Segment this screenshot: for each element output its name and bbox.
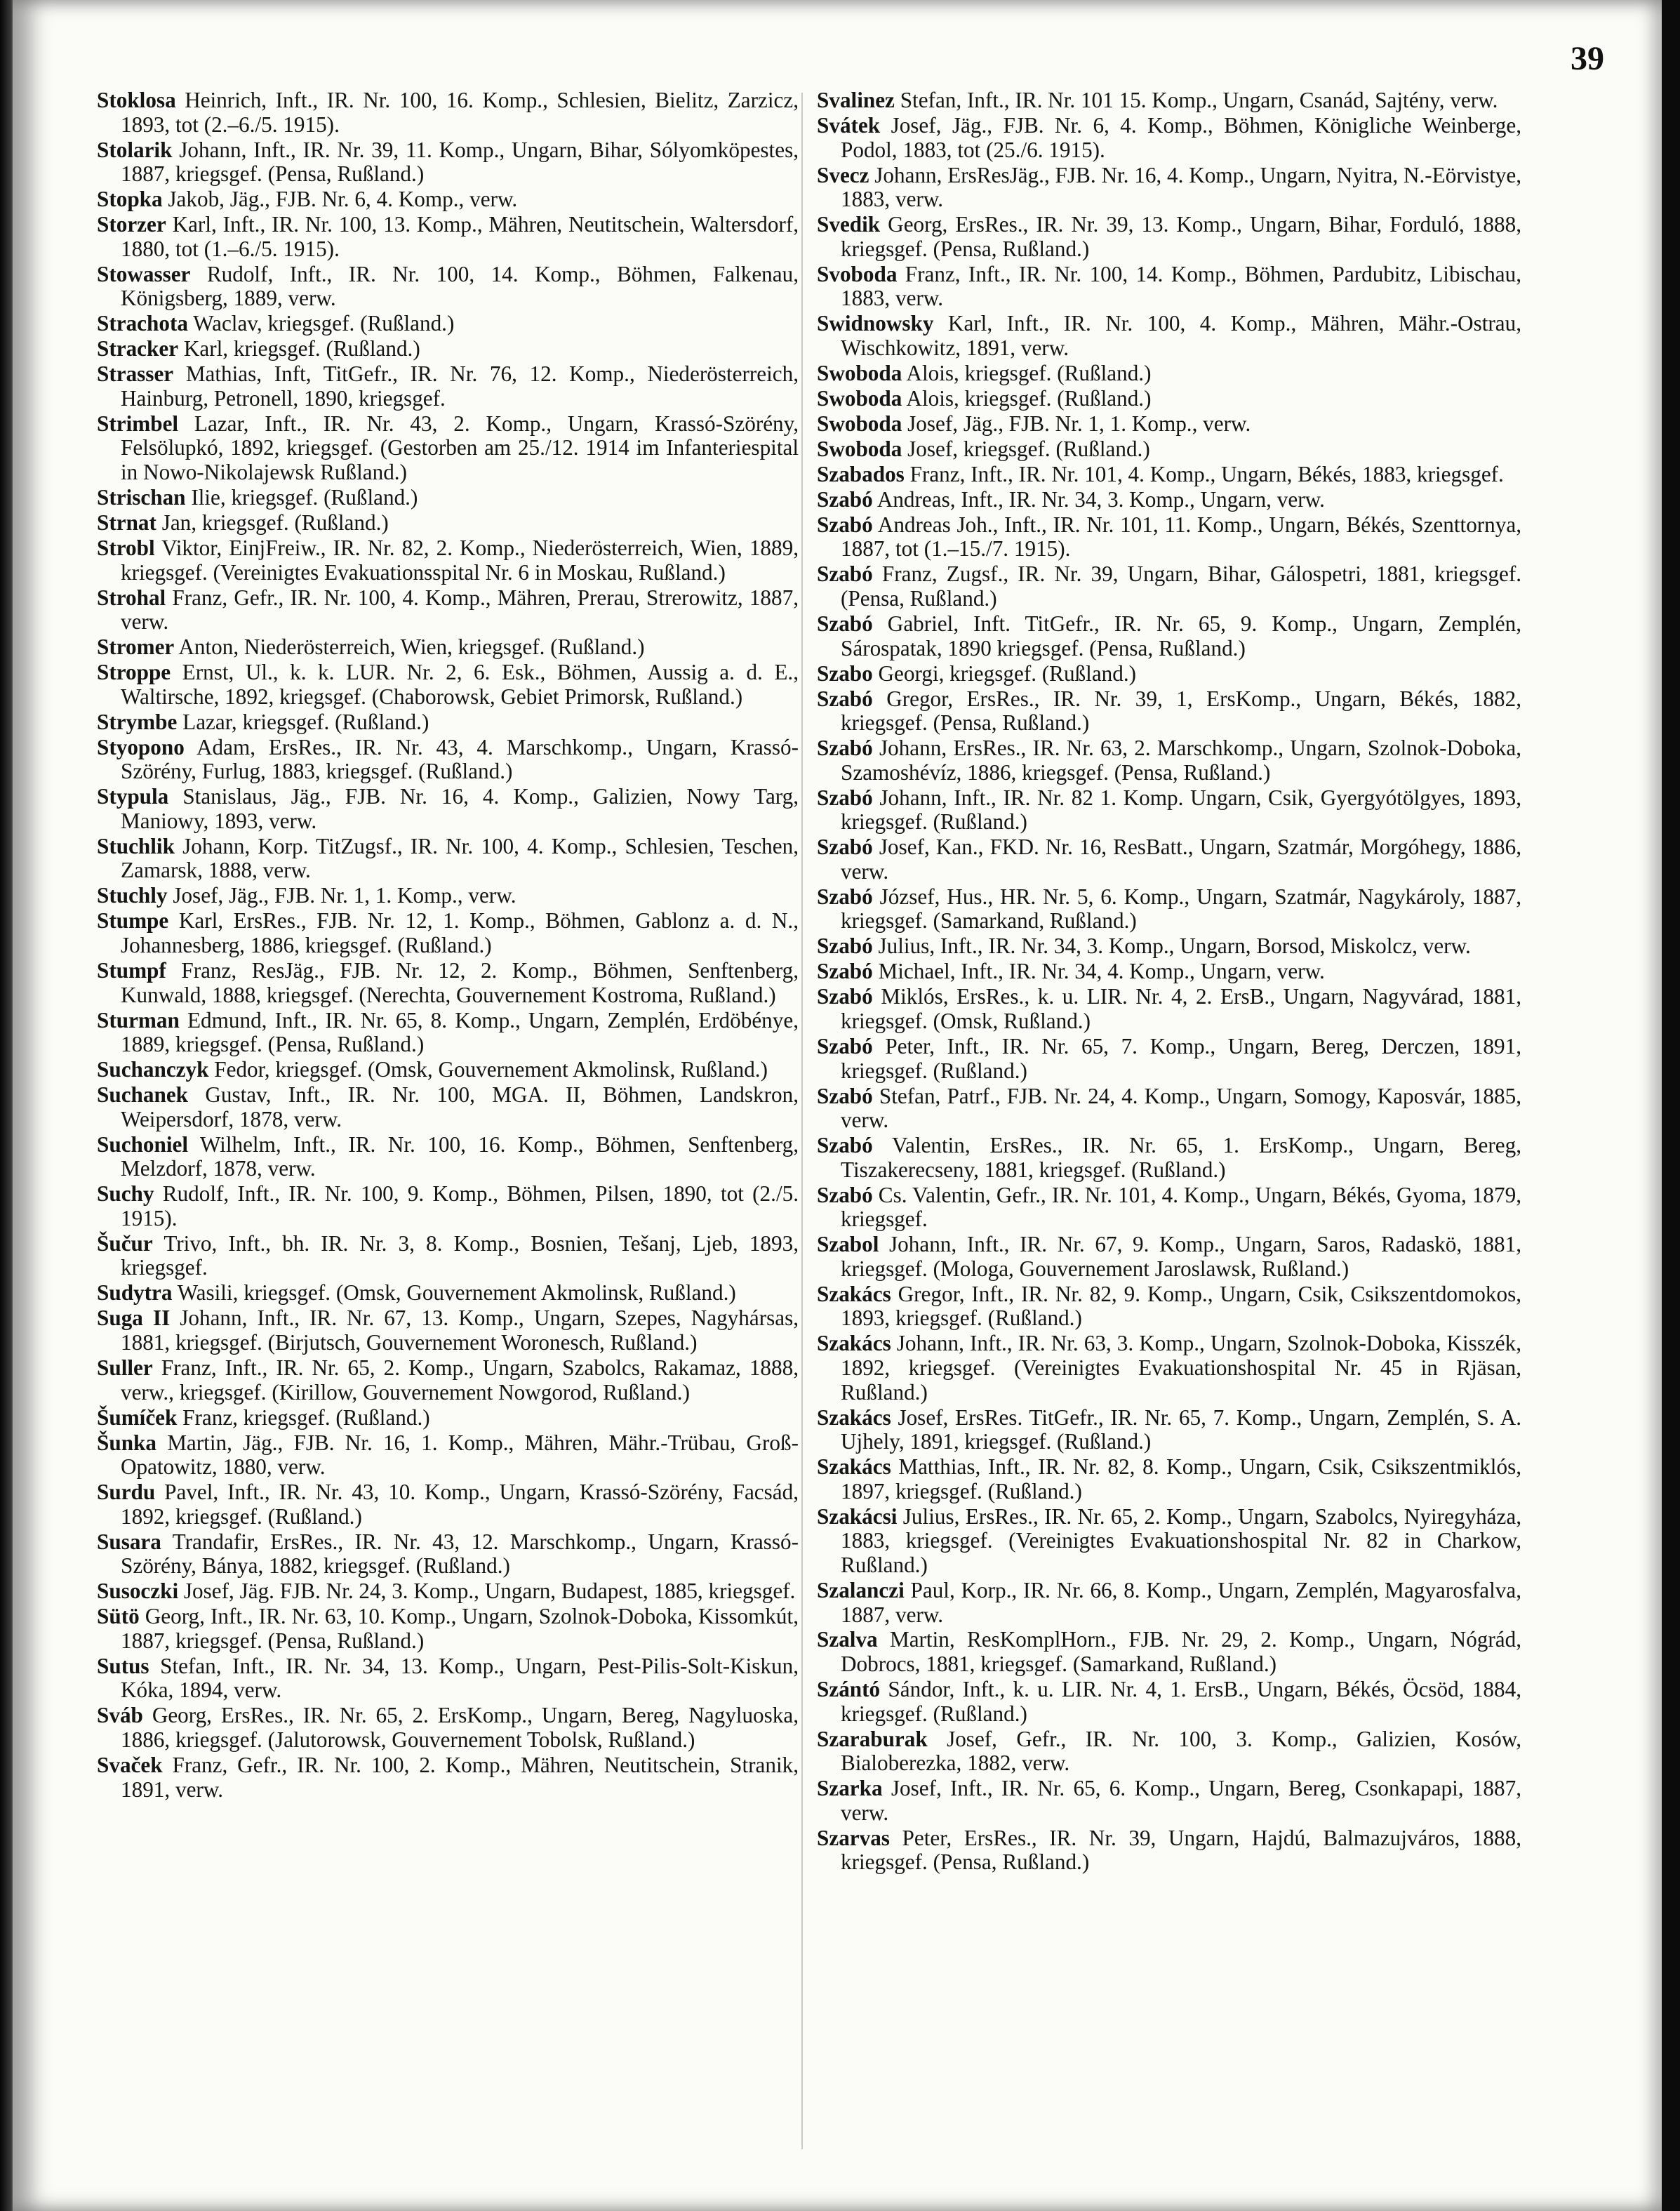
list-entry bbox=[817, 164, 1521, 212]
list-entry bbox=[817, 612, 1521, 660]
entry-details: Anton, Niederösterreich, Wien, kriegsgef. (Rußland.) bbox=[178, 635, 645, 660]
list-entry bbox=[97, 213, 799, 261]
entry-surname: Strasser bbox=[97, 361, 174, 387]
entry-details: Peter, ErsRes., IR. Nr. 39, Ungarn, Hajdú, Balmazujváros, 1888, kriegsgef. (Pensa, Rußland.) bbox=[841, 1825, 1522, 1875]
entry-details: Johann, ErsRes., IR. Nr. 63, 2. Marschkomp., Ungarn, Szolnok-Doboka, Szamoshévíz, 1886, kriegsgef. (Pensa, Rußland.) bbox=[841, 736, 1522, 785]
entry-details: Stefan, Patrf., FJB. Nr. 24, 4. Komp., Ungarn, Somogy, Kaposvár, 1885, verw. bbox=[841, 1083, 1522, 1133]
entry-details: Julius, ErsRes., IR. Nr. 65, 2. Komp., Ungarn, Szabolcs, Nyiregyháza, 1883, kriegsgef. (Vereinigtes Evakuationshospital Nr. 82 in Charkow, Rußland.) bbox=[841, 1503, 1522, 1577]
list-entry bbox=[97, 884, 799, 908]
entry-surname: Strohal bbox=[97, 585, 166, 610]
entry-surname: Szakács bbox=[817, 1454, 891, 1480]
entry-details: Wasili, kriegsgef. (Omsk, Gouvernement Akmolinsk, Rußland.) bbox=[177, 1280, 736, 1306]
entry-surname: Stolarik bbox=[97, 137, 173, 162]
entry-surname: Szabó bbox=[817, 562, 873, 587]
entry-surname: Szakács bbox=[817, 1405, 891, 1430]
entry-details: Josef, Inft., IR. Nr. 65, 6. Komp., Ungarn, Bereg, Csonkapapi, 1887, verw. bbox=[841, 1776, 1521, 1825]
list-entry bbox=[97, 1431, 799, 1480]
list-entry bbox=[817, 1406, 1521, 1454]
entry-details: Stanislaus, Jäg., FJB. Nr. 16, 4. Komp., Galizien, Nowy Targ, Maniowy, 1893, verw. bbox=[121, 784, 799, 833]
entry-surname: Svecz bbox=[817, 162, 869, 187]
entry-surname: Šumíček bbox=[97, 1405, 178, 1430]
entry-surname: Swoboda bbox=[817, 385, 902, 411]
list-entry bbox=[97, 412, 799, 485]
list-entry bbox=[97, 536, 799, 585]
entry-surname: Szaraburak bbox=[817, 1726, 928, 1751]
list-entry bbox=[97, 1306, 799, 1355]
entry-surname: Stopka bbox=[97, 187, 163, 212]
list-entry bbox=[817, 1579, 1521, 1627]
entry-details: Alois, kriegsgef. (Rußland.) bbox=[906, 385, 1152, 411]
list-entry bbox=[817, 1035, 1521, 1083]
entry-surname: Szabó bbox=[817, 984, 873, 1009]
entry-surname: Szabó bbox=[817, 1182, 873, 1207]
entry-details: Lazar, kriegsgef. (Rußland.) bbox=[182, 709, 429, 734]
list-entry bbox=[817, 437, 1521, 462]
list-entry bbox=[97, 511, 799, 536]
entry-surname: Szabol bbox=[817, 1232, 879, 1257]
entry-details: Franz, Inft., IR. Nr. 101, 4. Komp., Ungarn, Békés, 1883, kriegsgef. bbox=[909, 461, 1504, 486]
entry-surname: Swoboda bbox=[817, 436, 902, 461]
list-entry bbox=[97, 1480, 799, 1529]
entry-surname: Swidnowsky bbox=[817, 311, 934, 336]
list-entry bbox=[97, 1058, 799, 1082]
entry-details: Franz, Inft., IR. Nr. 100, 14. Komp., Böhmen, Pardubitz, Libischau, 1883, verw. bbox=[841, 261, 1522, 311]
list-entry bbox=[817, 687, 1521, 736]
entry-details: Franz, Zugsf., IR. Nr. 39, Ungarn, Bihar, Gálospetri, 1881, kriegsgef. (Pensa, Rußland.) bbox=[841, 562, 1522, 611]
list-entry bbox=[97, 263, 799, 311]
list-entry bbox=[817, 213, 1521, 261]
entry-surname: Stromer bbox=[97, 635, 175, 660]
entry-surname: Szakácsi bbox=[817, 1503, 898, 1529]
entry-details: Miklós, ErsRes., k. u. LIR. Nr. 4, 2. ErsB., Ungarn, Nagyvárad, 1881, kriegsgef. (Omsk, Rußland.) bbox=[841, 984, 1521, 1033]
entry-surname: Szabados bbox=[817, 461, 905, 486]
entry-details: Michael, Inft., IR. Nr. 34, 4. Komp., Ungarn, verw. bbox=[878, 959, 1325, 984]
entry-details: Gustav, Inft., IR. Nr. 100, MGA. II, Böhmen, Landskron, Weipersdorf, 1878, verw. bbox=[121, 1082, 799, 1131]
entry-details: Josef, Jäg., FJB. Nr. 6, 4. Komp., Böhmen, Königliche Weinberge, Podol, 1883, tot (25./6. 1915). bbox=[841, 112, 1522, 162]
entry-surname: Svedik bbox=[817, 212, 881, 237]
entry-surname: Sváb bbox=[97, 1703, 143, 1728]
entry-details: Franz, kriegsgef. (Rußland.) bbox=[182, 1405, 430, 1430]
entry-details: Gregor, ErsRes., IR. Nr. 39, 1, ErsKomp., Ungarn, Békés, 1882, kriegsgef. (Pensa, Rußland.) bbox=[841, 686, 1521, 736]
list-entry bbox=[97, 1133, 799, 1181]
list-entry bbox=[817, 662, 1521, 686]
entry-details: Josef, ErsRes. TitGefr., IR. Nr. 65, 7. Komp., Ungarn, Zemplén, S. A. Ujhely, 1891, kriegsgef. (Rußland.) bbox=[841, 1405, 1522, 1454]
entry-surname: Szabó bbox=[817, 486, 873, 512]
entry-surname: Stroppe bbox=[97, 660, 171, 685]
entry-details: Heinrich, Inft., IR. Nr. 100, 16. Komp., Schlesien, Bielitz, Zarzicz, 1893, tot (2.–6./5. 1915). bbox=[121, 88, 799, 137]
list-entry bbox=[817, 934, 1521, 959]
entry-surname: Szabó bbox=[817, 884, 873, 909]
entry-details: Franz, ResJäg., FJB. Nr. 12, 2. Komp., Böhmen, Senftenberg, Kunwald, 1888, kriegsgef. (Nerechta, Gouvernement Kostroma, Rußland.) bbox=[121, 957, 799, 1007]
entry-surname: Szabó bbox=[817, 611, 873, 636]
list-entry bbox=[817, 562, 1521, 611]
entry-details: Trivo, Inft., bh. IR. Nr. 3, 8. Komp., Bosnien, Tešanj, Ljeb, 1893, kriegsgef. bbox=[121, 1230, 799, 1280]
entry-details: Pavel, Inft., IR. Nr. 43, 10. Komp., Ungarn, Krassó-Szörény, Facsád, 1892, kriegsgef. (Rußland.) bbox=[121, 1480, 799, 1529]
entry-details: Andreas Joh., Inft., IR. Nr. 101, 11. Komp., Ungarn, Békés, Szenttornya, 1887, tot (1.–15./7. 1915). bbox=[841, 512, 1522, 562]
list-entry bbox=[97, 909, 799, 957]
entry-details: Johann, Inft., IR. Nr. 67, 9. Komp., Ungarn, Saros, Radaskö, 1881, kriegsgef. (Mologa, Gouvernement Jaroslawsk, Rußland.) bbox=[841, 1232, 1522, 1281]
entry-surname: Stowasser bbox=[97, 261, 191, 286]
list-entry bbox=[817, 361, 1521, 386]
list-entry bbox=[817, 985, 1521, 1033]
entry-details: Franz, Gefr., IR. Nr. 100, 2. Komp., Mähren, Neutitschein, Stranik, 1891, verw. bbox=[121, 1753, 799, 1802]
entry-surname: Szabó bbox=[817, 512, 873, 537]
entry-surname: Szántó bbox=[817, 1677, 881, 1702]
entry-details: Adam, ErsRes., IR. Nr. 43, 4. Marschkomp., Ungarn, Krassó-Szörény, Furlug, 1883, kriegsgef. (Rußland.) bbox=[121, 734, 799, 784]
entry-details: Johann, Korp. TitZugsf., IR. Nr. 100, 4. Komp., Schlesien, Teschen, Zamarsk, 1888, verw. bbox=[121, 833, 799, 883]
entry-details: Valentin, ErsRes., IR. Nr. 65, 1. ErsKomp., Ungarn, Bereg, Tiszakerecseny, 1881, kriegsgef. (Rußland.) bbox=[841, 1133, 1522, 1182]
entry-surname: Stuchly bbox=[97, 883, 168, 908]
entry-details: Karl, Inft., IR. Nr. 100, 4. Komp., Mähren, Mähr.-Ostrau, Wischkowitz, 1891, verw. bbox=[841, 311, 1521, 360]
page-number: 39 bbox=[1571, 40, 1604, 77]
entry-surname: Šučur bbox=[97, 1230, 153, 1256]
entry-details: Rudolf, Inft., IR. Nr. 100, 9. Komp., Böhmen, Pilsen, 1890, tot (2./5. 1915). bbox=[121, 1181, 799, 1230]
entry-details: Trandafir, ErsRes., IR. Nr. 43, 12. Marschkomp., Ungarn, Krassó-Szörény, Bánya, 1882, kriegsgef. (Rußland.) bbox=[121, 1529, 799, 1579]
entry-surname: Strachota bbox=[97, 311, 188, 336]
list-entry bbox=[817, 960, 1521, 984]
entry-surname: Sturman bbox=[97, 1007, 180, 1033]
list-entry bbox=[97, 1356, 799, 1405]
list-entry bbox=[97, 312, 799, 336]
entry-surname: Szabó bbox=[817, 959, 873, 984]
entry-surname: Strischan bbox=[97, 485, 186, 510]
entry-surname: Szalva bbox=[817, 1627, 878, 1652]
entry-surname: Szabó bbox=[817, 1083, 873, 1108]
entry-details: Franz, Gefr., IR. Nr. 100, 4. Komp., Mähren, Prerau, Strerowitz, 1887, verw. bbox=[121, 585, 799, 635]
list-entry bbox=[817, 488, 1521, 512]
entry-details: Karl, ErsRes., FJB. Nr. 12, 1. Komp., Böhmen, Gablonz a. d. N., Johannesberg, 1886, kriegsgef. (Rußland.) bbox=[121, 908, 799, 957]
entry-details: Georgi, kriegsgef. (Rußland.) bbox=[878, 660, 1137, 686]
entry-details: Waclav, kriegsgef. (Rußland.) bbox=[193, 311, 455, 336]
entry-surname: Stracker bbox=[97, 336, 179, 361]
list-entry bbox=[97, 1406, 799, 1430]
entry-surname: Susara bbox=[97, 1529, 161, 1554]
entry-surname: Stumpf bbox=[97, 957, 166, 983]
left-column bbox=[97, 88, 799, 1803]
entry-surname: Szarka bbox=[817, 1776, 883, 1801]
entry-surname: Stypula bbox=[97, 784, 169, 809]
list-entry bbox=[97, 785, 799, 833]
list-entry bbox=[97, 1530, 799, 1579]
list-entry bbox=[817, 412, 1521, 437]
list-entry bbox=[97, 138, 799, 187]
list-entry bbox=[97, 1083, 799, 1131]
list-entry bbox=[817, 312, 1521, 360]
list-entry bbox=[817, 1455, 1521, 1503]
list-entry bbox=[817, 1826, 1521, 1875]
entry-details: Stefan, Inft., IR. Nr. 34, 13. Komp., Ungarn, Pest-Pilis-Solt-Kiskun, Kóka, 1894, verw. bbox=[121, 1653, 799, 1703]
list-entry bbox=[817, 1332, 1521, 1405]
list-entry bbox=[817, 513, 1521, 562]
list-entry bbox=[817, 736, 1521, 785]
entry-details: Josef, Jäg., FJB. Nr. 1, 1. Komp., verw. bbox=[907, 411, 1251, 436]
list-entry bbox=[817, 1727, 1521, 1776]
entry-surname: Šunka bbox=[97, 1430, 156, 1455]
entry-surname: Szabó bbox=[817, 1133, 873, 1158]
list-entry bbox=[817, 114, 1521, 162]
entry-surname: Szabó bbox=[817, 1033, 873, 1058]
entry-details: Mathias, Inft, TitGefr., IR. Nr. 76, 12. Komp., Niederösterreich, Hainburg, Petronell, 1890, kriegsgef. bbox=[121, 361, 799, 411]
entry-surname: Swoboda bbox=[817, 411, 902, 436]
list-entry bbox=[97, 187, 799, 212]
entry-details: Johann, Inft., IR. Nr. 82 1. Komp. Ungarn, Csik, Gyergyótölgyes, 1893, kriegsgef. (Rußland.) bbox=[841, 785, 1521, 835]
list-entry bbox=[97, 635, 799, 660]
entry-surname: Suchanczyk bbox=[97, 1057, 209, 1082]
entry-details: Jan, kriegsgef. (Rußland.) bbox=[161, 510, 389, 535]
entry-surname: Strimbel bbox=[97, 411, 179, 436]
column-divider bbox=[801, 93, 803, 2149]
entry-details: Johann, Inft., IR. Nr. 67, 13. Komp., Ungarn, Szepes, Nagyhársas, 1881, kriegsgef. (Birjutsch, Gouvernement Woronesch, Rußland.) bbox=[121, 1306, 799, 1355]
entry-surname: Swoboda bbox=[817, 360, 902, 385]
entry-details: Alois, kriegsgef. (Rußland.) bbox=[906, 360, 1152, 385]
entry-surname: Sütö bbox=[97, 1604, 140, 1629]
list-entry bbox=[817, 1505, 1521, 1578]
entry-surname: Szabó bbox=[817, 686, 873, 711]
list-entry bbox=[97, 1753, 799, 1802]
entry-details: Jakob, Jäg., FJB. Nr. 6, 4. Komp., verw. bbox=[168, 187, 518, 212]
list-entry bbox=[817, 786, 1521, 835]
list-entry bbox=[97, 1182, 799, 1230]
list-entry bbox=[97, 835, 799, 883]
entry-surname: Szabó bbox=[817, 736, 873, 761]
entry-details: Johann, Inft., IR. Nr. 63, 3. Komp., Ungarn, Szolnok-Doboka, Kisszék, 1892, kriegsgef. (Vereinigtes Evakuationshospital Nr. 45 in Rjäsan, Rußland.) bbox=[841, 1331, 1521, 1405]
entry-details: Gregor, Inft., IR. Nr. 82, 9. Komp., Ungarn, Csik, Csikszentdomokos, 1893, kriegsgef. (Rußland.) bbox=[841, 1281, 1522, 1331]
entry-details: Wilhelm, Inft., IR. Nr. 100, 16. Komp., Böhmen, Senftenberg, Melzdorf, 1878, verw. bbox=[121, 1131, 799, 1181]
list-entry bbox=[97, 1654, 799, 1703]
entry-surname: Szalanczi bbox=[817, 1577, 905, 1602]
entry-surname: Szabó bbox=[817, 835, 873, 860]
entry-surname: Szabó bbox=[817, 934, 873, 959]
entry-details: József, Hus., HR. Nr. 5, 6. Komp., Ungarn, Szatmár, Nagykároly, 1887, kriegsgef. (Samarkand, Rußland.) bbox=[841, 884, 1522, 934]
entry-surname: Szarvas bbox=[817, 1825, 890, 1850]
entry-details: Johann, Inft., IR. Nr. 39, 11. Komp., Ungarn, Bihar, Sólyomköpestes, 1887, kriegsgef. (Pensa, Rußland.) bbox=[121, 137, 799, 187]
entry-details: Viktor, EinjFreiw., IR. Nr. 82, 2. Komp., Niederösterreich, Wien, 1889, kriegsgef. (Vereinigtes Evakuationsspital Nr. 6 in Moskau, Rußland.) bbox=[121, 535, 799, 585]
list-entry bbox=[97, 486, 799, 510]
right-column bbox=[817, 88, 1521, 1875]
list-entry bbox=[97, 959, 799, 1007]
list-entry bbox=[817, 1628, 1521, 1676]
entry-surname: Svoboda bbox=[817, 261, 898, 286]
entry-surname: Szakács bbox=[817, 1331, 891, 1356]
list-entry bbox=[817, 88, 1521, 113]
list-entry bbox=[817, 1134, 1521, 1182]
entry-details: Josef, Kan., FKD. Nr. 16, ResBatt., Ungarn, Szatmár, Morgóhegy, 1886, verw. bbox=[841, 835, 1521, 884]
entry-surname: Suchoniel bbox=[97, 1131, 188, 1157]
entry-surname: Stumpe bbox=[97, 908, 169, 934]
list-entry bbox=[97, 586, 799, 635]
entry-surname: Susoczki bbox=[97, 1579, 179, 1604]
entry-surname: Sutus bbox=[97, 1653, 149, 1678]
entry-details: Josef, Jäg. FJB. Nr. 24, 3. Komp., Ungarn, Budapest, 1885, kriegsgef. bbox=[183, 1579, 796, 1604]
entry-details: Franz, Inft., IR. Nr. 65, 2. Komp., Ungarn, Szabolcs, Rakamaz, 1888, verw., kriegsgef. (Kirillow, Gouvernement Nowgorod, Rußland.) bbox=[121, 1355, 799, 1405]
entry-surname: Szakács bbox=[817, 1281, 891, 1306]
entry-details: Ernst, Ul., k. k. LUR. Nr. 2, 6. Esk., Böhmen, Aussig a. d. E., Waltirsche, 1892, kriegsgef. (Chaborowsk, Gebiet Primorsk, Rußland.) bbox=[121, 660, 799, 709]
list-entry bbox=[817, 1777, 1521, 1825]
list-entry bbox=[97, 1605, 799, 1653]
list-entry bbox=[817, 1084, 1521, 1133]
entry-details: Karl, Inft., IR. Nr. 100, 13. Komp., Mähren, Neutitschein, Waltersdorf, 1880, tot (1.–6./5. 1915). bbox=[121, 212, 799, 261]
entry-details: Lazar, Inft., IR. Nr. 43, 2. Komp., Ungarn, Krassó-Szörény, Felsölupkó, 1892, kriegsgef. (Gestorben am 25./12. 1914 im Infanteriespital in Nowo-Nikolajewsk Rußland.) bbox=[121, 411, 799, 485]
list-entry bbox=[97, 1704, 799, 1752]
entry-details: Martin, ResKomplHorn., FJB. Nr. 29, 2. Komp., Ungarn, Nógrád, Dobrocs, 1881, kriegsgef. (Samarkand, Rußland.) bbox=[841, 1627, 1521, 1677]
list-entry bbox=[817, 835, 1521, 884]
list-entry bbox=[97, 88, 799, 137]
entry-details: Stefan, Inft., IR. Nr. 101 15. Komp., Ungarn, Csanád, Sajtény, verw. bbox=[900, 88, 1498, 112]
entry-details: Josef, kriegsgef. (Rußland.) bbox=[907, 436, 1150, 461]
list-entry bbox=[97, 337, 799, 361]
list-entry bbox=[817, 387, 1521, 411]
entry-surname: Strymbe bbox=[97, 709, 178, 734]
entry-surname: Strobl bbox=[97, 535, 155, 560]
entry-surname: Suller bbox=[97, 1355, 153, 1380]
entry-details: Peter, Inft., IR. Nr. 65, 7. Komp., Ungarn, Bereg, Derczen, 1891, kriegsgef. (Rußland.) bbox=[841, 1033, 1521, 1083]
entry-details: Josef, Gefr., IR. Nr. 100, 3. Komp., Galizien, Kosów, Bialoberezka, 1882, verw. bbox=[841, 1726, 1521, 1776]
entry-details: Andreas, Inft., IR. Nr. 34, 3. Komp., Ungarn, verw. bbox=[876, 486, 1325, 512]
entry-surname: Suchy bbox=[97, 1181, 154, 1207]
list-entry bbox=[817, 1678, 1521, 1726]
entry-details: Martin, Jäg., FJB. Nr. 16, 1. Komp., Mähren, Mähr.-Trübau, Groß-Opatowitz, 1880, verw. bbox=[121, 1430, 799, 1480]
entry-details: Cs. Valentin, Gefr., IR. Nr. 101, 4. Komp., Ungarn, Békés, Gyoma, 1879, kriegsgef. bbox=[841, 1182, 1521, 1232]
list-entry bbox=[97, 362, 799, 411]
entry-surname: Styopono bbox=[97, 734, 185, 759]
list-entry bbox=[97, 1281, 799, 1306]
entry-details: Edmund, Inft., IR. Nr. 65, 8. Komp., Ungarn, Zemplén, Erdöbénye, 1889, kriegsgef. (Pensa, Rußland.) bbox=[121, 1007, 799, 1057]
entry-details: Fedor, kriegsgef. (Omsk, Gouvernement Akmolinsk, Rußland.) bbox=[214, 1057, 768, 1082]
list-entry bbox=[817, 263, 1521, 311]
list-entry bbox=[97, 1579, 799, 1604]
entry-details: Matthias, Inft., IR. Nr. 82, 8. Komp., Ungarn, Csik, Csikszentmiklós, 1897, kriegsgef. (Rußland.) bbox=[841, 1454, 1522, 1503]
entry-surname: Szabo bbox=[817, 660, 873, 686]
list-entry bbox=[97, 710, 799, 735]
list-entry bbox=[97, 1232, 799, 1280]
list-entry bbox=[817, 1183, 1521, 1232]
list-entry bbox=[817, 463, 1521, 487]
entry-details: Josef, Jäg., FJB. Nr. 1, 1. Komp., verw. bbox=[173, 883, 516, 908]
entry-details: Sándor, Inft., k. u. LIR. Nr. 4, 1. ErsB., Ungarn, Békés, Öcsöd, 1884, kriegsgef. (Rußland.) bbox=[841, 1677, 1522, 1726]
entry-details: Karl, kriegsgef. (Rußland.) bbox=[183, 336, 420, 361]
entry-details: Johann, ErsResJäg., FJB. Nr. 16, 4. Komp., Ungarn, Nyitra, N.-Eörvistye, 1883, verw. bbox=[841, 162, 1521, 212]
list-entry bbox=[817, 1233, 1521, 1281]
entry-surname: Sudytra bbox=[97, 1280, 173, 1306]
entry-surname: Strnat bbox=[97, 510, 156, 535]
list-entry bbox=[97, 660, 799, 709]
entry-surname: Svátek bbox=[817, 112, 881, 138]
entry-details: Georg, ErsRes., IR. Nr. 39, 13. Komp., Ungarn, Bihar, Forduló, 1888, kriegsgef. (Pensa, Rußland.) bbox=[841, 212, 1521, 261]
entry-details: Ilie, kriegsgef. (Rußland.) bbox=[191, 485, 418, 510]
entry-surname: Storzer bbox=[97, 212, 166, 237]
entry-surname: Svalinez bbox=[817, 88, 895, 112]
entry-surname: Stoklosa bbox=[97, 88, 176, 112]
list-entry bbox=[817, 1282, 1521, 1331]
entry-surname: Szabó bbox=[817, 785, 873, 810]
entry-details: Julius, Inft., IR. Nr. 34, 3. Komp., Ungarn, Borsod, Miskolcz, verw. bbox=[878, 934, 1471, 959]
list-entry bbox=[97, 1009, 799, 1057]
entry-surname: Svaček bbox=[97, 1753, 163, 1778]
entry-surname: Surdu bbox=[97, 1480, 156, 1505]
entry-details: Georg, ErsRes., IR. Nr. 65, 2. ErsKomp., Ungarn, Bereg, Nagyluoska, 1886, kriegsgef. (Jalutorowsk, Gouvernement Tobolsk, Rußland.) bbox=[121, 1703, 799, 1753]
list-entry bbox=[97, 736, 799, 784]
entry-details: Georg, Inft., IR. Nr. 63, 10. Komp., Ungarn, Szolnok-Doboka, Kissomkút, 1887, kriegsgef. (Pensa, Rußland.) bbox=[121, 1604, 799, 1653]
list-entry bbox=[817, 885, 1521, 934]
entry-details: Paul, Korp., IR. Nr. 66, 8. Komp., Ungarn, Zemplén, Magyarosfalva, 1887, verw. bbox=[841, 1577, 1522, 1627]
entry-surname: Suga II bbox=[97, 1306, 171, 1331]
entry-details: Rudolf, Inft., IR. Nr. 100, 14. Komp., Böhmen, Falkenau, Königsberg, 1889, verw. bbox=[121, 261, 799, 311]
entry-surname: Stuchlik bbox=[97, 833, 175, 858]
entry-surname: Suchanek bbox=[97, 1082, 189, 1108]
entry-details: Gabriel, Inft. TitGefr., IR. Nr. 65, 9. Komp., Ungarn, Zemplén, Sárospatak, 1890 kriegsgef. (Pensa, Rußland.) bbox=[841, 611, 1522, 660]
